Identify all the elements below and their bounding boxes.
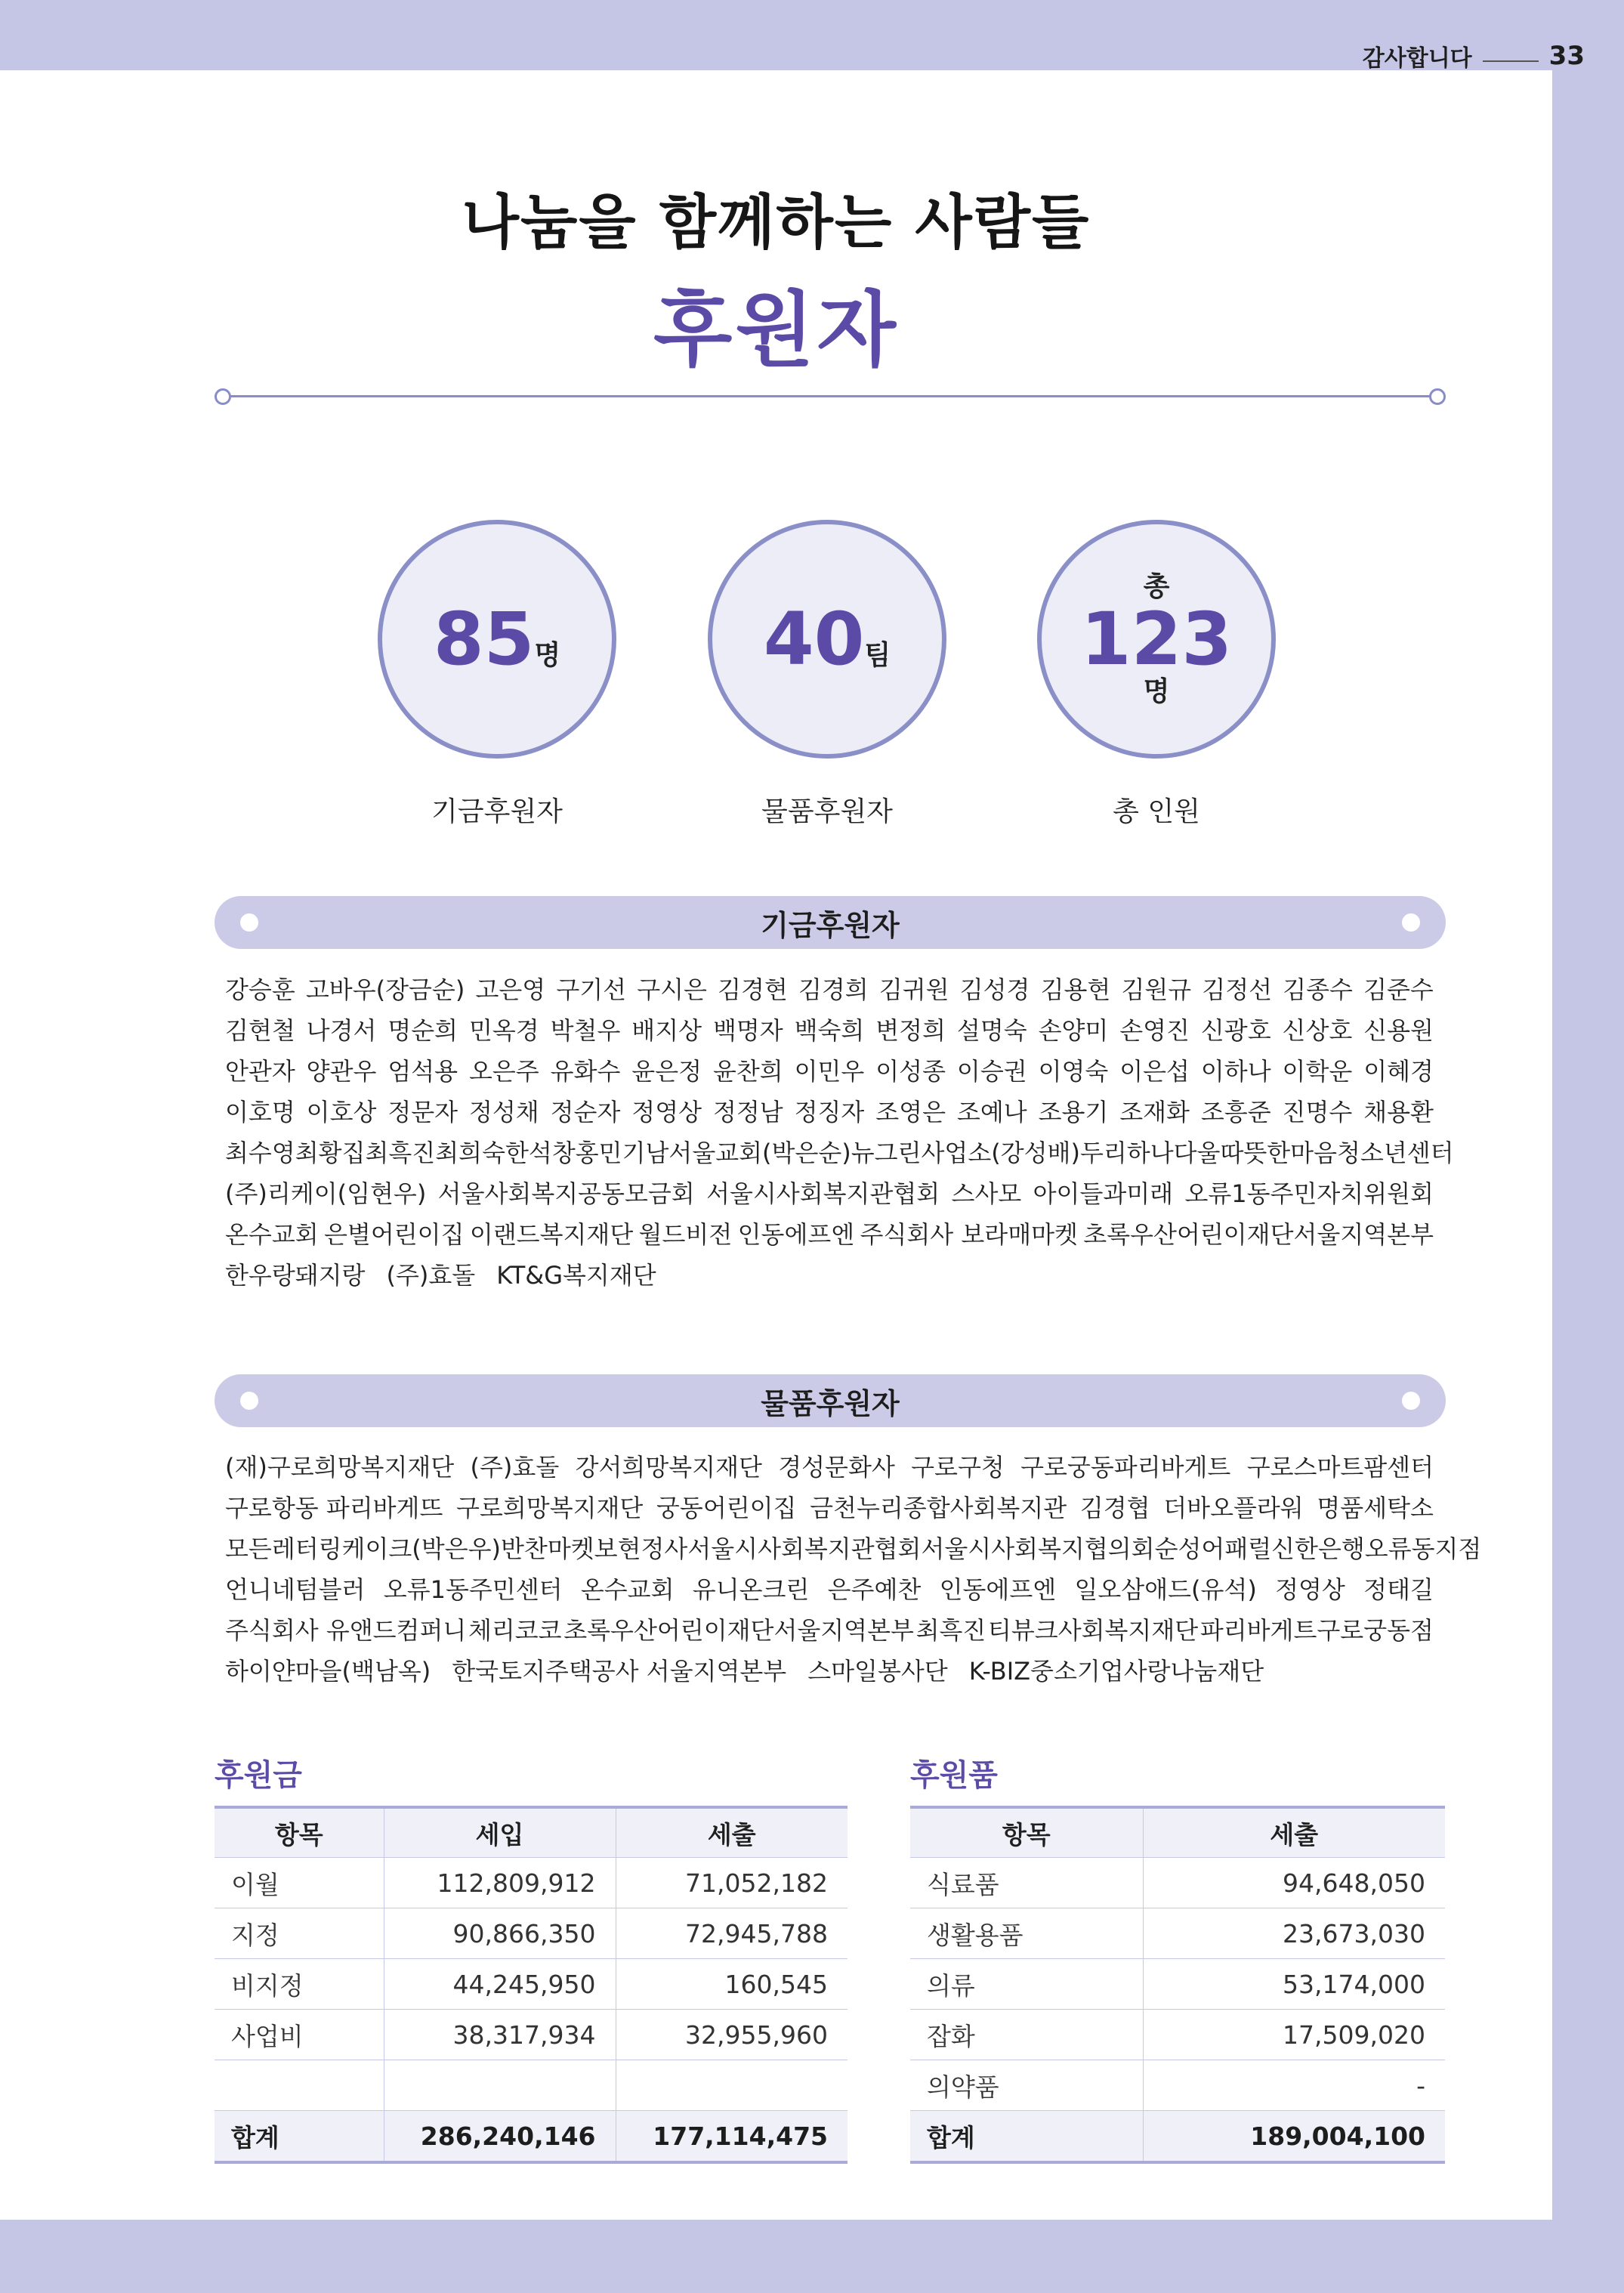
donor-name: 온수교회: [580, 1575, 675, 1604]
table-cell: 의약품: [910, 2060, 1143, 2111]
bar-dot-right: [1402, 1392, 1420, 1410]
table-cell: 72,945,788: [616, 1908, 848, 1959]
table-total-cell: 합계: [215, 2111, 384, 2163]
donor-name: 일오삼애드(유석): [1074, 1575, 1257, 1604]
donor-name: 김정선: [1202, 975, 1273, 1004]
stat-unit: 팀: [864, 640, 891, 671]
header-rule: [1483, 60, 1539, 62]
donor-row: [225, 1447, 1434, 1488]
stat-unit: 명: [1143, 676, 1170, 707]
donor-name: 김원규: [1121, 975, 1192, 1004]
donor-name: 하이얀마을(백남옥): [225, 1657, 431, 1686]
donor-name: 김용현: [1040, 975, 1111, 1004]
donor-name: 구로구청: [911, 1453, 1005, 1482]
table-cell: 지정: [215, 1908, 384, 1959]
donor-name: 월드비전: [638, 1220, 733, 1249]
table-cell: 94,648,050: [1143, 1858, 1445, 1908]
goods-donor-list: [225, 1447, 1482, 1692]
donor-name: 구로희망복지재단: [456, 1494, 644, 1522]
donor-name: 스사모: [951, 1179, 1022, 1208]
donor-name: 조용기: [1038, 1098, 1109, 1126]
donor-name: 구로궁동파리바게트: [1020, 1453, 1231, 1482]
donor-name: 신용원: [1363, 1016, 1434, 1045]
donor-name: 윤찬희: [712, 1057, 783, 1086]
donor-name: 이영숙: [1038, 1057, 1109, 1086]
donor-name: 명품세탁소: [1317, 1494, 1434, 1522]
donor-name: 초록우산어린이재단서울지역본부: [1083, 1220, 1434, 1249]
donor-name: (재)구로희망복지재단: [225, 1453, 455, 1482]
donor-name: 파리바게트구로궁동점: [1199, 1616, 1434, 1645]
donor-name: 이은섭: [1119, 1057, 1190, 1086]
table-cell: 38,317,934: [384, 2010, 616, 2060]
stat-value: 123: [1080, 597, 1233, 681]
donor-name: 김경협: [1079, 1494, 1150, 1522]
table-row: [910, 2010, 1445, 2060]
donor-row: [225, 1569, 1434, 1610]
table-cell: 32,955,960: [616, 2010, 848, 2060]
table-cell: 90,866,350: [384, 1908, 616, 1959]
donor-name: 설명숙: [956, 1016, 1027, 1045]
donor-name: 강승훈: [225, 975, 295, 1004]
donor-name: 안관자: [225, 1057, 295, 1086]
donor-name: 스마일봉사단: [807, 1657, 948, 1686]
donor-name: 이승권: [956, 1057, 1027, 1086]
table-cell: 식료품: [910, 1858, 1143, 1908]
table-cell: 비지정: [215, 1959, 384, 2010]
table-cell: 160,545: [616, 1959, 848, 2010]
table-row: [215, 1908, 848, 1959]
table-row: [215, 1858, 848, 1908]
donor-name: 김준수: [1363, 975, 1434, 1004]
table-header-cell: 세출: [1143, 1807, 1445, 1858]
divider-dot-right: [1429, 388, 1446, 405]
donor-name: 이호상: [306, 1098, 377, 1126]
donor-name: 조예나: [956, 1098, 1027, 1126]
donor-name: 은주예찬: [827, 1575, 922, 1604]
donor-name: 언니네텀블러: [225, 1575, 366, 1604]
donor-name: 반찬마켓: [501, 1534, 594, 1563]
donor-name: 오은주: [468, 1057, 539, 1086]
table-cell: 17,509,020: [1143, 2010, 1445, 2060]
table-row: [910, 1858, 1445, 1908]
donor-name: 모든레터링케이크(박은우): [225, 1534, 502, 1563]
donor-name: 이혜경: [1363, 1057, 1434, 1086]
donor-name: 주식회사 보라매마켓: [860, 1220, 1078, 1249]
stat-label-fund: 기금후원자: [431, 796, 563, 827]
donor-name: 온수교회: [225, 1220, 319, 1249]
goods-table-title: 후원품: [910, 1758, 998, 1793]
donor-name: 뉴그린사업소(강성배): [851, 1139, 1080, 1167]
table-cell: [215, 2060, 384, 2111]
table-cell: [384, 2060, 616, 2111]
donor-name: 조영은: [875, 1098, 946, 1126]
money-table: [215, 1806, 848, 2164]
donor-name: 민옥경: [468, 1016, 539, 1045]
donor-name: 김성경: [959, 975, 1030, 1004]
table-cell: 의류: [910, 1959, 1143, 2010]
donor-name: 고은영: [475, 975, 546, 1004]
donor-name: 유니온크린: [692, 1575, 810, 1604]
donor-name: 정순자: [550, 1098, 621, 1126]
donor-name: 초록우산어린이재단서울지역본부: [563, 1616, 914, 1645]
donor-name: 조재화: [1119, 1098, 1190, 1126]
table-row: [215, 2010, 848, 2060]
stat-circle-total: [1037, 520, 1276, 759]
table-row: [215, 2060, 848, 2111]
donor-name: KT&G복지재단: [496, 1261, 656, 1290]
donor-name: 남서울교회(박은순): [645, 1139, 851, 1167]
table-cell: 사업비: [215, 2010, 384, 2060]
table-total-cell: 177,114,475: [616, 2111, 848, 2163]
donor-name: 정영상: [1275, 1575, 1345, 1604]
donor-name: 나경서: [306, 1016, 377, 1045]
donor-name: 이하나: [1200, 1057, 1271, 1086]
donor-row: [225, 1010, 1434, 1051]
section-heading: 기금후원자: [761, 908, 900, 942]
table-cell: 23,673,030: [1143, 1908, 1445, 1959]
donor-name: 배지상: [631, 1016, 702, 1045]
donor-name: 금천누리종합사회복지관: [810, 1494, 1067, 1522]
donor-row: [225, 1214, 1434, 1255]
donor-name: 궁동어린이집: [656, 1494, 797, 1522]
donor-name: 정문자: [387, 1098, 458, 1126]
donor-name: 엄석용: [387, 1057, 458, 1086]
donor-name: 김현철: [225, 1016, 295, 1045]
bar-dot-right: [1402, 913, 1420, 932]
table-cell: 71,052,182: [616, 1858, 848, 1908]
donor-name: 신광호: [1200, 1016, 1271, 1045]
donor-name: (주)리케이(임현우): [225, 1179, 427, 1208]
donor-row: [225, 1528, 1482, 1569]
section-bar-goods-donors: [215, 1374, 1446, 1427]
donor-name: 신한은행오류동지점: [1271, 1534, 1482, 1563]
donor-name: 보현정사: [594, 1534, 688, 1563]
table-total-cell: 189,004,100: [1143, 2111, 1445, 2163]
table-cell: 44,245,950: [384, 1959, 616, 2010]
donor-name: 한국토지주택공사 서울지역본부: [452, 1657, 787, 1686]
donor-name: 이학운: [1282, 1057, 1353, 1086]
donor-name: 정징자: [794, 1098, 865, 1126]
table-cell: [616, 2060, 848, 2111]
donor-name: 정영상: [631, 1098, 702, 1126]
table-row: [910, 2060, 1445, 2111]
fund-donor-list: [225, 969, 1454, 1296]
donor-name: 더바오플라워: [1163, 1494, 1304, 1522]
table-row: [215, 1959, 848, 2010]
donor-name: 손영진: [1119, 1016, 1190, 1045]
donor-row: [225, 969, 1434, 1010]
donor-row: [225, 1255, 1434, 1296]
table-cell: 53,174,000: [1143, 1959, 1445, 2010]
table-cell: 잡화: [910, 2010, 1143, 2060]
donor-name: 변정희: [875, 1016, 946, 1045]
donor-name: 신상호: [1282, 1016, 1353, 1045]
donor-name: 김경희: [798, 975, 869, 1004]
table-total-row: [215, 2111, 848, 2163]
title-divider: [215, 395, 1438, 397]
donor-row: [225, 1173, 1434, 1214]
donor-name: 은별어린이집: [324, 1220, 465, 1249]
stat-prefix: 총: [1143, 570, 1170, 602]
page-subtitle: 나눔을 함께하는 사람들: [462, 189, 1091, 257]
page-header: [869, 39, 1624, 73]
donor-name: 박철우: [550, 1016, 621, 1045]
page-title: 후원자: [653, 283, 899, 378]
donor-name: 주식회사 유앤드컴퍼니: [225, 1616, 467, 1645]
table-total-cell: 286,240,146: [384, 2111, 616, 2163]
donor-name: 두리하나다울: [1079, 1139, 1221, 1167]
donor-name: 체리코코: [468, 1616, 562, 1645]
donor-name: 홍민기: [575, 1139, 646, 1167]
donor-name: 아이들과미래: [1033, 1179, 1174, 1208]
table-row: [910, 1959, 1445, 2010]
donor-name: 경성문화사: [778, 1453, 895, 1482]
table-header-cell: 세출: [616, 1807, 848, 1858]
header-section: 감사합니다: [1362, 45, 1472, 72]
donor-name: 서울시사회복지관협회: [706, 1179, 940, 1208]
donor-name: 윤은정: [631, 1057, 702, 1086]
donor-name: 최흑진: [915, 1616, 986, 1645]
stat-unit: 명: [534, 640, 561, 671]
donor-name: 정태길: [1363, 1575, 1434, 1604]
donor-name: 인동에프엔: [737, 1220, 855, 1249]
donor-name: 서울사회복지공동모금회: [437, 1179, 695, 1208]
donor-name: (주)효돌: [470, 1453, 560, 1482]
donor-name: 최희숙: [435, 1139, 505, 1167]
page-number: 33: [1548, 41, 1585, 71]
donor-name: 백숙희: [794, 1016, 865, 1045]
donor-name: (주)효돌: [386, 1261, 476, 1290]
donor-name: 순성어패럴: [1154, 1534, 1272, 1563]
table-total-row: [910, 2111, 1445, 2163]
donor-name: 오류1동주민자치위원회: [1184, 1179, 1434, 1208]
donor-name: 구로스마트팜센터: [1246, 1453, 1434, 1482]
section-heading: 물품후원자: [761, 1386, 900, 1420]
donor-name: 고바우(장금순): [305, 975, 465, 1004]
donor-name: 이랜드복지재단: [469, 1220, 634, 1249]
donor-name: 김경현: [718, 975, 788, 1004]
donor-row: [225, 1651, 1434, 1692]
stat-circle-fund: [378, 520, 616, 759]
goods-table: [910, 1806, 1445, 2164]
donor-name: 채용환: [1363, 1098, 1434, 1126]
donor-row: [225, 1488, 1434, 1528]
donor-name: 명순희: [387, 1016, 458, 1045]
donor-name: 정성채: [468, 1098, 539, 1126]
bar-dot-left: [240, 1392, 258, 1410]
donor-name: 김귀원: [878, 975, 949, 1004]
donor-name: 백명자: [712, 1016, 783, 1045]
money-table-title: 후원금: [215, 1758, 302, 1793]
donor-name: 서울시사회복지협의회: [921, 1534, 1155, 1563]
bar-dot-left: [240, 913, 258, 932]
divider-dot-left: [215, 388, 231, 405]
donor-name: 따뜻한마음청소년센터: [1220, 1139, 1454, 1167]
donor-name: 이호명: [225, 1098, 295, 1126]
donor-row: [225, 1610, 1434, 1651]
table-row: [910, 1908, 1445, 1959]
section-bar-fund-donors: [215, 896, 1446, 949]
donor-name: 조흥준: [1200, 1098, 1271, 1126]
table-cell: -: [1143, 2060, 1445, 2111]
donor-name: 구시은: [637, 975, 707, 1004]
donor-name: 김종수: [1283, 975, 1353, 1004]
donor-name: 최황집: [295, 1139, 366, 1167]
table-header-cell: 항목: [215, 1807, 384, 1858]
donor-name: K-BIZ중소기업사랑나눔재단: [968, 1657, 1264, 1686]
donor-name: 유화수: [550, 1057, 621, 1086]
table-header-cell: 항목: [910, 1807, 1143, 1858]
donor-name: 이민우: [794, 1057, 865, 1086]
stat-label-total: 총 인원: [1113, 796, 1200, 827]
donor-name: 한우랑돼지랑: [225, 1261, 366, 1290]
donor-name: 최수영: [225, 1139, 295, 1167]
donor-name: 강서희망복지재단: [575, 1453, 762, 1482]
donor-name: 한석창: [505, 1139, 576, 1167]
table-cell: 생활용품: [910, 1908, 1143, 1959]
donor-name: 인동에프엔: [939, 1575, 1057, 1604]
table-total-cell: 합계: [910, 2111, 1143, 2163]
donor-name: 오류1동주민센터: [383, 1575, 563, 1604]
donor-name: 구기선: [556, 975, 627, 1004]
donor-name: 서울시사회복지관협회: [687, 1534, 922, 1563]
table-cell: 112,809,912: [384, 1858, 616, 1908]
donor-row: [225, 1051, 1434, 1092]
table-cell: 이월: [215, 1858, 384, 1908]
stat-value: 85: [433, 597, 535, 681]
donor-name: 손양미: [1038, 1016, 1109, 1045]
donor-name: 최흑진: [365, 1139, 436, 1167]
stat-label-goods: 물품후원자: [761, 796, 893, 827]
stat-value: 40: [763, 597, 865, 681]
stat-circle-goods: [708, 520, 946, 759]
table-header-cell: 세입: [384, 1807, 616, 1858]
donor-name: 양관우: [306, 1057, 377, 1086]
donor-name: 진명수: [1282, 1098, 1353, 1126]
donor-name: 티뷰크사회복지재단: [987, 1616, 1199, 1645]
donor-name: 이성종: [875, 1057, 946, 1086]
donor-name: 구로항동 파리바게뜨: [225, 1494, 443, 1522]
donor-row: [225, 1133, 1454, 1173]
donor-row: [225, 1092, 1434, 1133]
donor-name: 정정남: [712, 1098, 783, 1126]
